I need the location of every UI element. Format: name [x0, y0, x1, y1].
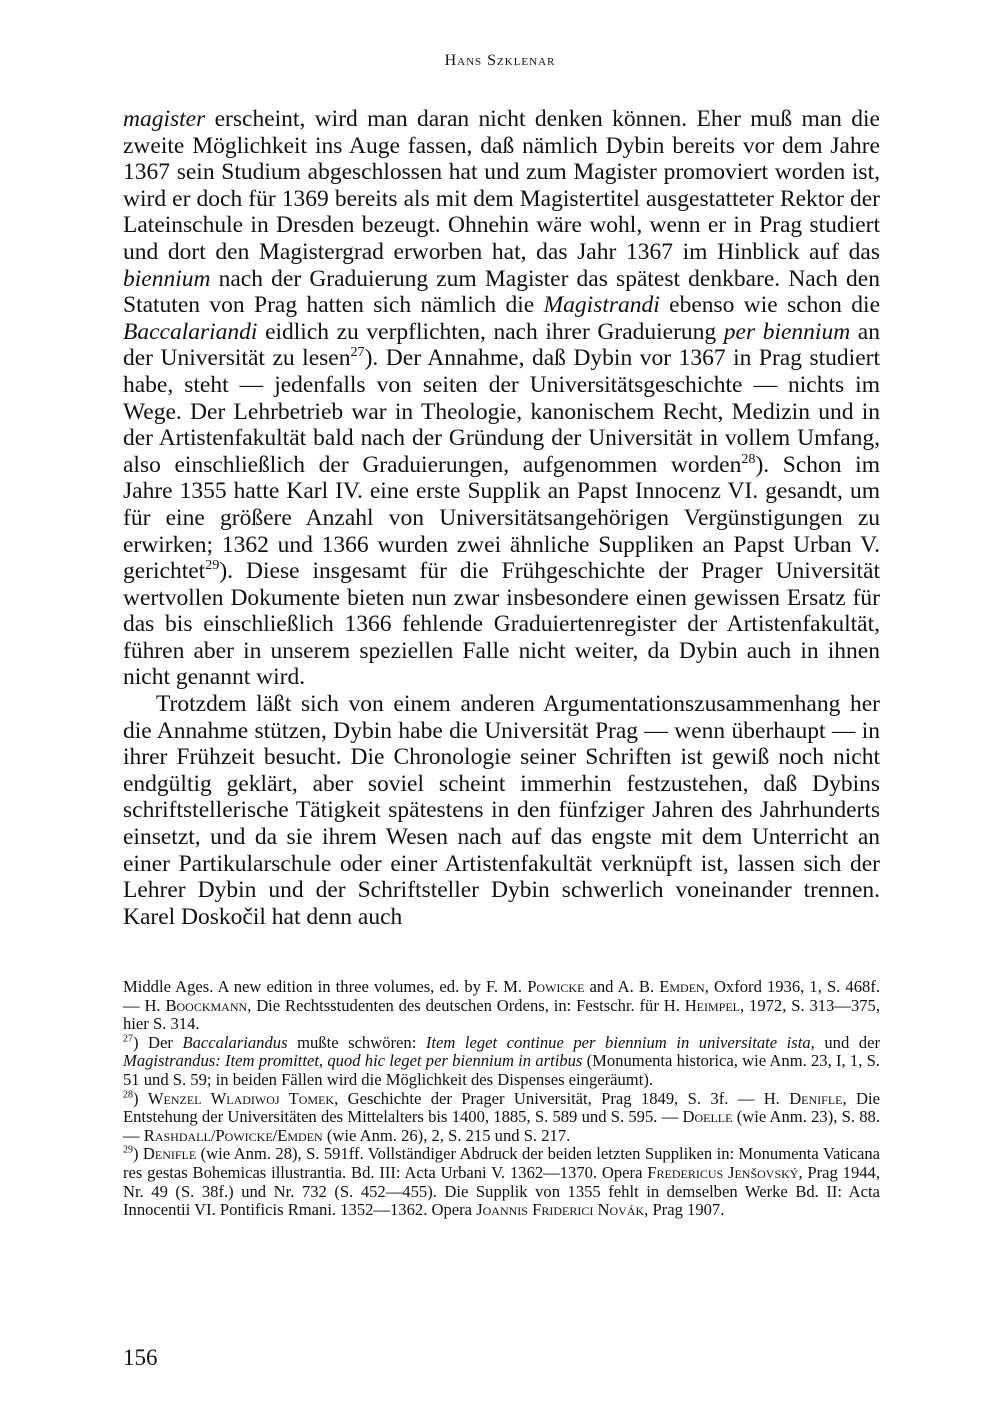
text-run: mußte schwören: [287, 1032, 426, 1052]
text-run: , Prag 1907. [644, 1200, 725, 1220]
author-name: Powicke [527, 977, 585, 996]
text-run: (wie Anm. 26), 2, S. 215 und S. 217. [322, 1125, 571, 1145]
text-run: (Monumenta historica, wie Anm. 23, I, 1, S. 51 und S. 59; in beiden Fällen wird die Möglichkeit des Dispenses eingeräumt). [123, 1051, 881, 1089]
author-name: Boockmann [165, 995, 248, 1015]
text-run: an der Universität zu lesen [123, 318, 880, 372]
text-run: , Geschichte der Prager Universität, Prag 1849, S. 3f. — H. [334, 1088, 790, 1108]
author-name: Doelle [682, 1107, 733, 1127]
text-run: und der [814, 1032, 880, 1052]
italic-quote: Item leget continue per biennium in universitate ista, [425, 1032, 815, 1052]
author-name: Rashdall/Powicke/Emden [143, 1125, 323, 1145]
italic-term: magister [123, 106, 206, 132]
text-run: ebenso wie schon die [659, 292, 880, 319]
text-run: ). Diese insgesamt für die Frühgeschichte der Prager Universität wertvollen Dokumente bieten nun zwar insbesondere einen gewissen Ersatz für das bis einschließlich 1366 fehlende Graduiertenregister der Artistenfakultät, führen aber in unserem speziellen Falle nicht weiter, da Dybin auch in ihnen nicht genannt wird. [123, 558, 880, 691]
text-run: , Oxford 1936, 1, S. 468f. — H. [123, 977, 880, 1015]
main-text [123, 106, 880, 930]
text-run: Middle Ages. A new edition in three volumes, ed. by F. M. [123, 977, 528, 996]
footnotes [123, 978, 880, 1220]
footnote-27 [123, 1034, 880, 1090]
footnote-29 [123, 1145, 880, 1219]
footnote-ref-27: 27 [350, 344, 365, 361]
page-number: 156 [123, 1345, 158, 1370]
author-name: Joannis Friderici Novák [476, 1200, 645, 1220]
text-run: nach der Graduierung zum Magister das spätest denkbare. Nach den Statuten von Prag hatten sich nämlich die [123, 265, 880, 319]
paragraph-2: Trotzdem läßt sich von einem anderen Argumentationszusammenhang her die Annahme stützen, Dybin habe die Universität Prag — wenn überhaupt — in ihrer Frühzeit besucht. Die Chronologie seiner Schriften ist gewiß noch nicht endgültig geklärt, aber soviel scheint immerhin festzustehen, daß Dybins schriftstellerische Tätigkeit spätestens in den fünfziger Jahren des Jahrhunderts einsetzt, und da sie ihrem Wesen nach auf das engste mit dem Unterricht an einer Partikularschule oder einer Artistenfakultät verknüpft ist, lassen sich der Lehrer Dybin und der Schriftsteller Dybin schwerlich voneinander trennen. Karel Doskočil hat denn auch [123, 691, 880, 930]
text-run: , Prag 1944, Nr. 49 (S. 38f.) und Nr. 732 (S. 452—455). Die Supplik von 1355 fehlt in demselben Werke Bd. II: Acta Innocentii VI. Pontificis Rmani. 1352—1362. Opera [123, 1162, 880, 1220]
paragraph-1 [123, 106, 880, 691]
italic-quote: Magistrandus: Item promittet, quod hic leget per biennium in artibus [123, 1051, 583, 1071]
text-run: (wie Anm. 23), S. 88. — [123, 1107, 880, 1145]
italic-term: biennium [123, 265, 211, 292]
italic-term: per biennium [723, 318, 851, 345]
text-run: , Die Entstehung der Universitäten des Mittelalters bis 1400, 1885, S. 589 und S. 595. — [123, 1088, 880, 1127]
author-name: Fredericus Jenšovský [647, 1162, 799, 1182]
text-run: and A. B. [584, 977, 660, 996]
italic-term: Baccalariandus [182, 1032, 288, 1052]
text-run: ) [132, 1144, 143, 1164]
italic-term: Baccalariandi [123, 318, 258, 345]
text-run: ) Der [132, 1032, 183, 1052]
text-run: ). Schon im Jahre 1355 hatte Karl IV. eine erste Supplik an Papst Innocenz VI. gesandt, um für eine größere Anzahl von Universitätsangehörigen Vergünstigungen zu erwirken; 1362 und 1366 wurden zwei ähnliche Suppliken an Papst Urban V. gerichtet [123, 451, 880, 585]
footnote-continuation [123, 978, 880, 1034]
author-name: Emden [659, 977, 705, 996]
author-name: Heimpel [684, 995, 741, 1015]
footnote-number: 27 [123, 1033, 133, 1045]
text-run: erscheint, wird man daran nicht denken können. Eher muß man die zweite Möglichkeit ins Auge fassen, daß nämlich Dybin bereits vor dem Jahre 1367 sein Studium abgeschlossen hat und zum Magister promoviert worden ist, wird er doch für 1369 bereits als mit dem Magistertitel ausgestatteter Rektor der Lateinschule in Dresden bezeugt. Ohnehin wäre wohl, wenn er in Prag studiert und dort den Magistergrad erworben hat, das Jahr 1367 im Hinblick auf das [123, 106, 880, 265]
author-name: Wenzel Wladiwoj Tomek [147, 1088, 335, 1108]
footnote-ref-28: 28 [741, 450, 756, 467]
text-run: (wie Anm. 28), S. 591ff. Vollständiger Abdruck der beiden letzten Suppliken in: Monumenta Vaticana res gestas Bohemicas illustrantia. Bd. III: Acta Urbani V. 1362—1370. Opera [123, 1144, 880, 1182]
text-run: ) [132, 1088, 148, 1108]
italic-term: Magistrandi [543, 292, 660, 319]
text-run: ). Der Annahme, daß Dybin vor 1367 in Prag studiert habe, steht — jedenfalls von seiten der Universitätsgeschichte — nichts im Wege. Der Lehrbetrieb war in Theologie, kanonischem Recht, Medizin und in der Artistenfakultät bald nach der Gründung der Universität in vollem Umfang, also einschließlich der Graduierungen, aufgenommen worden [123, 345, 881, 478]
running-head: Hans Szklenar [444, 52, 556, 69]
footnote-number: 28 [123, 1089, 133, 1101]
text-run: , 1972, S. 313—375, hier S. 314. [123, 995, 880, 1034]
author-name: Denifle [142, 1144, 197, 1164]
text-run: eidlich zu verpflichten, nach ihrer Graduierung [257, 318, 724, 345]
text-run: , Die Rechtsstudenten des deutschen Ordens, in: Festschr. für H. [247, 995, 685, 1015]
author-name: Denifle [789, 1088, 843, 1108]
footnote-28 [123, 1090, 880, 1146]
footnote-ref-29: 29 [205, 557, 220, 574]
footnote-number: 29 [123, 1144, 133, 1156]
